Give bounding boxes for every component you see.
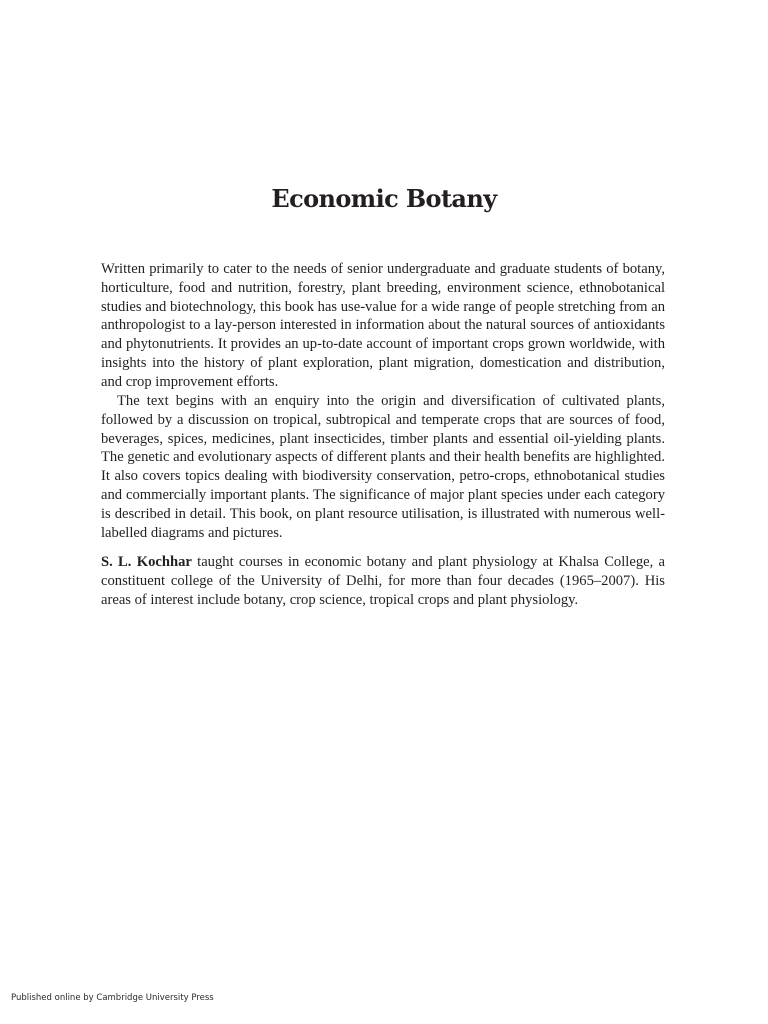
author-bio: taught courses in economic botany and plant physiology at Khalsa College, a constituent college of the University of Delhi, for more than four decades (1965–2007). His areas of interest include botany, crop science, tropical crops and plant physiology. (101, 554, 665, 608)
author-name: S. L. Kochhar (101, 554, 192, 570)
description-paragraph-2: The text begins with an enquiry into the origin and diversification of cultivated plants, followed by a discussion on tropical, subtropical and temperate crops that are sources of food, beverages, spices, medicines, plant insecticides, timber plants and essential oil-yielding plants. The genetic and evolutionary aspects of different plants and their health benefits are highlighted. It also covers topics dealing with biodiversity conservation, petro-crops, ethnobotanical studies and commercially important plants. The significance of major plant species under each category is described in detail. This book, on plant resource utilisation, is illustrated with numerous well-labelled diagrams and pictures. (101, 393, 665, 541)
footer-publisher-note: Published online by Cambridge University Press (11, 993, 214, 1003)
author-paragraph (101, 553, 665, 609)
description-paragraph-1: Written primarily to cater to the needs of senior undergraduate and graduate students of botany, horticulture, food and nutrition, forestry, plant breeding, environment science, ethnobotanical studies and biotechnology, this book has use-value for a wide range of people stretching from an anthropologist to a lay-person interested in information about the natural sources of antioxidants and phytonutrients. It provides an up-to-date account of important crops grown worldwide, with insights into the history of plant exploration, plant migration, domestication and distribution, and crop improvement efforts. (101, 261, 665, 390)
page-title: Economic Botany (271, 184, 497, 213)
